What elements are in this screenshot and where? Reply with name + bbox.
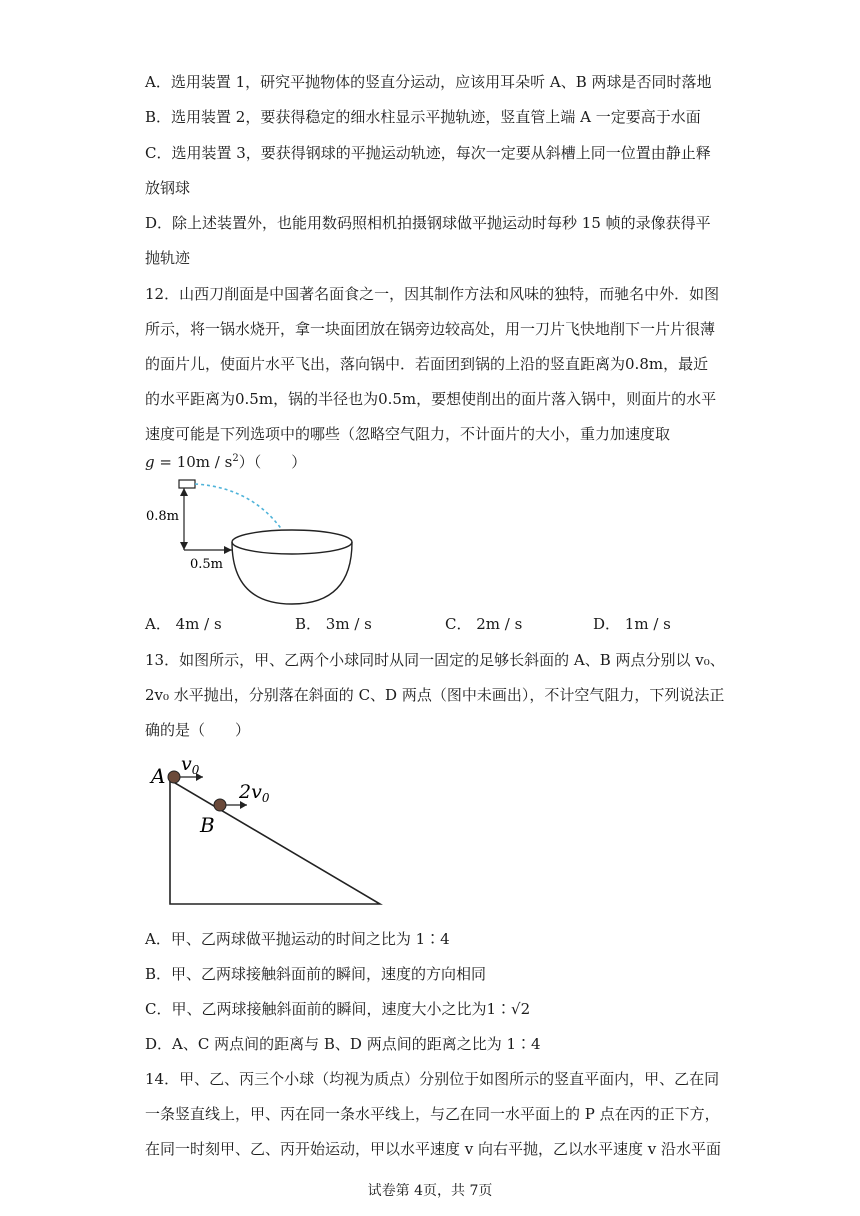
q11-option-b: B．选用装置 2，要获得稳定的细水柱显示平抛轨迹，竖直管上端 A 一定要高于水面: [145, 108, 701, 126]
incline-triangle: [170, 780, 380, 904]
q11-option-a: A．选用装置 1，研究平抛物体的竖直分运动，应该用耳朵听 A、B 两球是否同时落地: [145, 73, 712, 91]
width-label: 0.5m: [190, 557, 224, 572]
q12-option-d: D． 1m / s: [593, 615, 671, 633]
page-footer: 试卷第 4页，共 7页: [367, 1183, 493, 1199]
q13-incline-diagram: [145, 752, 395, 912]
q13-option-c: [145, 999, 530, 1019]
q12-pot-diagram: [140, 470, 360, 610]
q12-text-line3: 的面片儿，使面片水平飞出，落向锅中．若面团到锅的上沿的竖直距离为0.8m，最近: [145, 355, 709, 373]
q12-option-b: B． 3m / s: [295, 615, 372, 633]
dough-block-icon: [179, 480, 195, 488]
q14-text-line1: 14．甲、乙、丙三个小球（均视为质点）分别位于如图所示的竖直平面内，甲、乙在同: [145, 1070, 720, 1088]
gravity-exponent: 2: [232, 453, 239, 464]
q11-option-d-line1: D．除上述装置外，也能用数码照相机拍摄钢球做平抛运动时每秒 15 帧的录像获得平: [145, 214, 711, 232]
q14-text-line3: 在同一时刻甲、乙、丙开始运动，甲以水平速度 v 向右平抛，乙以水平速度 v 沿水平面: [145, 1140, 722, 1158]
q11-option-c-line1: C．选用装置 3，要获得钢球的平抛运动轨迹，每次一定要从斜槽上同一位置由静止释: [145, 144, 711, 162]
q11-option-d-line2: 抛轨迹: [145, 249, 191, 267]
q12-text-line2: 所示，将一锅水烧开，拿一块面团放在锅旁边较高处，用一刀片飞快地削下一片片很薄: [145, 320, 716, 338]
ball-b-icon: [214, 799, 226, 811]
pot-rim: [232, 530, 352, 554]
q13-text-line3: 确的是（ ）: [145, 721, 251, 739]
height-label: 0.8m: [146, 509, 180, 524]
q12-gravity-line: [145, 449, 306, 472]
q12-text-line1: 12．山西刀削面是中国著名面食之一，因其制作方法和风味的独特，而驰名中外．如图: [145, 285, 720, 303]
q11-option-c-line2: 放钢球: [145, 179, 191, 197]
q13-option-d: D．A、C 两点间的距离与 B、D 两点间的距离之比为 1∶4: [145, 1035, 541, 1053]
2v0-label: $2v_0$: [239, 781, 270, 805]
gravity-symbol: g: [145, 453, 155, 471]
point-b-label: B: [200, 813, 215, 837]
q12-option-a: A． 4m / s: [145, 615, 222, 633]
question-bracket: ）（ ）: [238, 453, 307, 471]
q14-text-line2: 一条竖直线上，甲、丙在同一条水平线上，与乙在同一水平面上的 P 点在丙的正下方，: [145, 1105, 720, 1123]
q13-option-c-text: C．甲、乙两球接触斜面前的瞬间，速度大小之比为: [145, 1000, 487, 1018]
q12-option-c: C． 2m / s: [445, 615, 523, 633]
point-a-label: A: [151, 764, 166, 788]
ball-a-icon: [168, 771, 180, 783]
q13-option-a: A．甲、乙两球做平抛运动的时间之比为 1∶4: [145, 930, 450, 948]
q13-text-line1: 13．如图所示，甲、乙两个小球同时从同一固定的足够长斜面的 A、B 两点分别以 v₀、: [145, 651, 725, 669]
q13-text-line2: 2v₀ 水平抛出，分别落在斜面的 C、D 两点（图中未画出），不计空气阻力，下列说法正: [145, 686, 725, 704]
q12-text-line4: 的水平距离为0.5m，锅的半径也为0.5m，要想使削出的面片落入锅中，则面片的水平: [145, 390, 717, 408]
gravity-value: = 10m / s: [154, 453, 233, 471]
q13-option-b: B．甲、乙两球接触斜面前的瞬间，速度的方向相同: [145, 965, 487, 983]
v0-label: $v_0$: [181, 753, 200, 777]
q13-option-c-ratio: 1∶√2: [486, 1000, 531, 1018]
q12-text-line5: 速度可能是下列选项中的哪些（忽略空气阻力，不计面片的大小，重力加速度取: [145, 425, 671, 443]
